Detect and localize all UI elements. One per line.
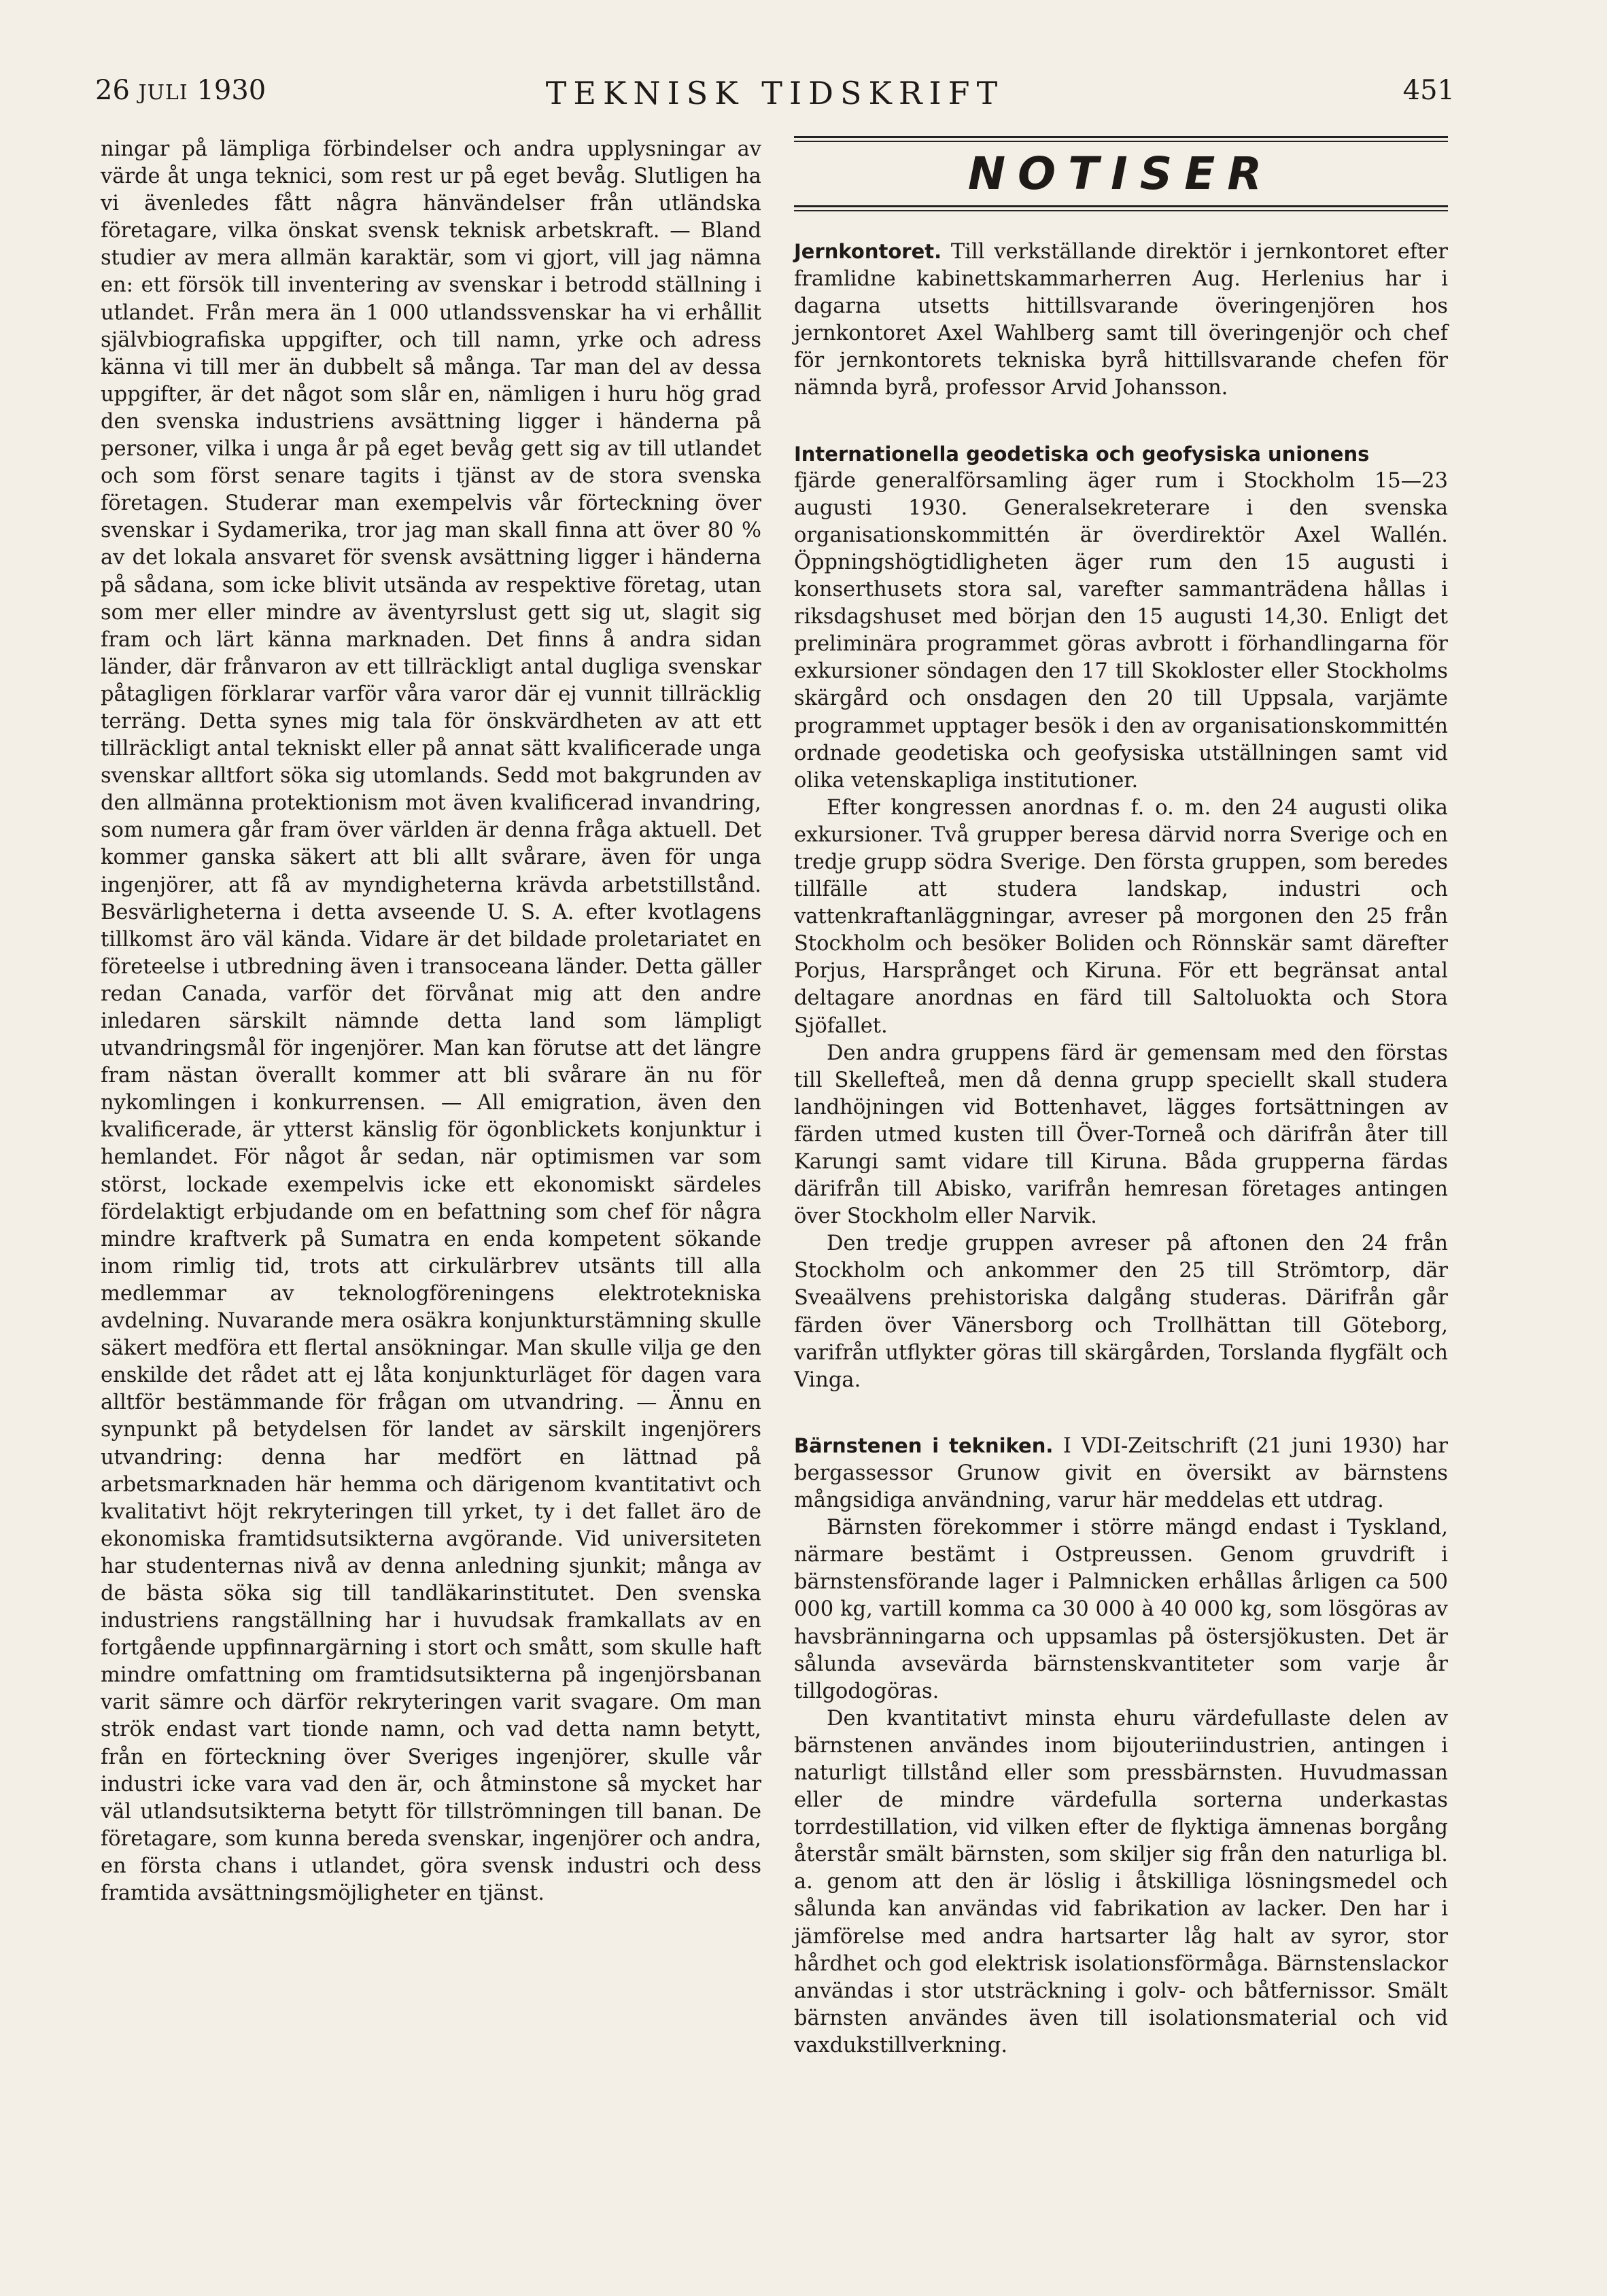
notice-text: Till verkställande direktör i jernkontoret efter framlidne kabinettskammarherren Aug. Herlenius har i dagarna utsetts hittillsvarande överingenjören hos jernkontoret Axel Wahlberg samt till överingenjör och chef för jernkontorets tekniska byrå hittillsvarande chefen för nämnda byrå, professor Arvid Johansson. (794, 240, 1449, 400)
body-paragraph: ningar på lämpliga förbindelser och andra upplysningar av värde åt unga teknici, som rest ur på eget bevåg. Slutligen ha vi ävenledes fått några hänvändelser från utländska företagare, vilka önskat svensk teknisk arbetskraft. — Bland studier av mera allmän karaktär, som vi gjort, vill jag nämna en: ett försök till inventering av svenskar i betrodd ställning i utlandet. Från mera än 1 000 utlandssvenskar ha vi erhållit självbiografiska uppgifter, och till namn, yrke och adress känna vi till mer än dubbelt så många. Tar man del av dessa uppgifter, är det något som slår en, nämligen i huru hög grad den svenska industriens avsättning ligger i händerna på personer, vilka i unga år på eget bevåg gett sig av till utlandet och som först senare tagits i tjänst av de stora svenska företagen. Studerar man exempelvis vår förteckning över svenskar i Sydamerika, tror jag man skall finna att över 80 % av det lokala ansvaret för svensk avsättning ligger i händerna på sådana, som icke blivit utsända av respektive företag, utan som mer eller mindre av äventyrslust gett sig ut, slagit sig fram och lärt känna marknaden. Det finns å andra sidan länder, där frånvaron av ett tillräckligt antal dugliga svenskar påtagligen förklarar varför våra varor där ej vunnit tillräcklig terräng. Detta synes mig tala för önskvärdheten av att ett tillräckligt antal tekniskt eller på annat sätt kvalificerade unga svenskar alltfort söka sig utomlands. Sedd mot bakgrunden av den allmänna protektionism mot även kvalificerad invandring, som numera går fram över världen är denna fråga aktuell. Det kommer ganska säkert att bli allt svårare, även för unga ingenjörer, att få av myndigheterna krävda arbetstillstånd. Besvärligheterna i detta avseende U. S. A. efter kvotlagens tillkomst äro väl kända. Vidare är det bildade proletariatet en företeelse i utbredning även i transoceana länder. Detta gäller redan Canada, varför det förvånat mig att den andre inledaren särskilt nämnde detta land som lämpligt utvandringsmål för ingenjörer. Man kan förutse att det längre fram nästan överallt kommer att bli svårare än nu för nykomlingen i konkurrensen. — All emigration, även den kvalificerade, är ytterst känslig för ögonblickets konjunktur i hemlandet. För något år sedan, när optimismen var som störst, lockade exempelvis icke ett ekonomiskt särdeles fördelaktigt erbjudande om en befattning som chef för några mindre kraftverk på Sumatra en enda kompetent sökande inom rimlig tid, trots att cirkulärbrev utsänts till alla medlemmar av teknologföreningens elektrotekniska avdelning. Nuvarande mera osäkra konjunkturstämning skulle säkert medföra ett flertal ansökningar. Man skulle vilja ge den enskilde det rådet att ej låta konjunkturläget för dagen vara alltför bestämmande för frågan om utvandring. — Ännu en synpunkt på betydelsen för landet av särskilt ingenjörers utvandring: denna har medfört en lättnad på arbetsmarknaden här hemma och därigenom kvantitativt och kvalitativt höjt rekryteringen till yrket, ty i det fallet äro de ekonomiska framtidsutsikterna avgörande. Vid universiteten har studenternas nivå av denna anledning sjunkit; många av de bästa söka sig till tandläkarinstitutet. Den svenska industriens rangställning har i huvudsak framkallats av en fortgående uppfinnargärning i stort och smått, som skulle haft mindre omfattning om framtidsutsikterna på ingenjörsbanan varit sämre och därför rekryteringen varit svagare. Om man strök endast vart tionde namn, och vad detta namn betytt, från en förteckning över Sveriges ingenjörer, skulle vår industri icke vara vad den är, och åtminstone så mycket har väl utlandsutsikterna betytt för tillströmningen till banan. De företagare, som kunna bereda svenskar, ingenjörer och andra, en första chans i utlandet, göra svensk industri och dess framtida avsättningsmöjligheter en tjänst. (101, 137, 761, 1905)
notice-title: Bärnstenen i tekniken. (794, 1433, 1054, 1457)
header-rule (794, 136, 1448, 138)
page-number: 451 (1402, 75, 1455, 106)
notice-text: I VDI-Zeitschrift (21 juni 1930) har bergassessor Grunow givit en översikt av bärnstens mångsidiga användning, varur här meddelas ett utdrag. (794, 1433, 1448, 1513)
header-rule (794, 205, 1448, 207)
left-column (101, 136, 761, 1907)
date-year: 1930 (196, 75, 266, 106)
header-rule (794, 210, 1448, 211)
notice-text: fjärde generalförsamling äger rum i Stockholm 15—23 augusti 1930. Generalsekreterare i den svenska organisationskommittén är överdirektör Axel Wallén. Öppningshögtidligheten äger rum den 15 augusti i konserthusets stora sal, varefter sammanträdena hållas i riksdagshuset med början den 15 augusti 14,30. Enligt det preliminära programmet göras avbrott i förhandlingarna för exkursioner söndagen den 17 till Skokloster eller Stockholms skärgård och onsdagen den 20 till Uppsala, varjämte programmet upptager besök i den av organisationskommittén ordnade geodetiska och geofysiska utställningen samt vid olika vetenskapliga institutioner. (794, 468, 1448, 793)
notice-text: Den tredje gruppen avreser på aftonen den 24 från Stockholm och ankommer den 25 till Strömtorp, där Sveaälvens prehistoriska dalgång studeras. Därifrån går färden över Vänersborg och Trollhättan till Göteborg, varifrån utflykter göras till skärgården, Torslanda flygfält och Vinga. (794, 1232, 1448, 1392)
notiser-section-header (794, 136, 1448, 216)
date-day: 26 (95, 75, 130, 106)
header-rule (794, 141, 1448, 142)
notice-title: Jernkontoret. (794, 240, 942, 263)
notice-title: Internationella geodetiska och geofysiska unionens (794, 442, 1370, 466)
notice-text: Den andra gruppens färd är gemensam med den förstas till Skellefteå, men då denna grupp speciellt skall studera landhöjningen vid Bottenhavet, lägges fortsättningen av färden utmed kusten till Över-Torneå och därifrån åter till Karungi samt vidare till Kiruna. Båda grupperna färdas därifrån till Abisko, varifrån hemresan företages antingen över Stockholm eller Narvik. (794, 1041, 1448, 1229)
notices-list (794, 238, 1448, 2098)
notice-text: Efter kongressen anordnas f. o. m. den 24 augusti olika exkursioner. Två grupper beresa därvid norra Sverige och en tredje grupp södra Sverige. Den första gruppen, som beredes tillfälle att studera landskap, industri och vattenkraftanläggningar, avreser på morgonen den 25 från Stockholm och besöker Boliden och Rönnskär samt därefter Porjus, Harsprånget och Kiruna. För ett begränsat antal deltagare anordnas en färd till Saltoluokta och Stora Sjöfallet. (794, 795, 1448, 1038)
running-header (95, 75, 1455, 116)
notice-geodetic-union (794, 440, 1448, 1394)
notice-text: Bärnsten förekommer i större mängd endast i Tyskland, närmare bestämt i Ostpreussen. Genom gruvdrift i bärnstensförande lager i Palmnicken erhållas årligen ca 500 000 kg, vartill komma ca 30 000 à 40 000 kg, som lösgöras av havsbränningarna och uppsamlas på östersjökusten. Det är sålunda avsevärda bärnstenskvantiteter som varje år tillgodogöras. (794, 1516, 1448, 1703)
notice-jernkontoret (794, 238, 1448, 402)
section-heading: NOTISER (967, 147, 1275, 200)
journal-title: TEKNISK TIDSKRIFT (545, 75, 1005, 111)
notice-amber (794, 1432, 1448, 2059)
date-month: JULI (138, 81, 188, 105)
notice-text: Den kvantitativt minsta ehuru värdefullaste delen av bärnstenen användes inom bijouteriindustrien, antingen i naturligt tillstånd eller som pressbärnsten. Huvudmassan eller de mindre värdefulla sorterna underkastas torrdestillation, vid vilken efter de flyktiga ämnenas borgång återstår smält bärnsten, som skiljer sig från den naturliga bl. a. genom att den är löslig i åtskilliga lösningsmedel och sålunda kan användas vid fabrikation av lacker. Den har i jämförelse med andra hartsarter låg halt av syror, stor hårdhet och god elektrisk isolationsförmåga. Bärnstenslackor användas i stor utsträckning i golv- och båtfernissor. Smält bärnsten användes även till isolationsmaterial och vid vaxdukstillverkning. (794, 1706, 1448, 2057)
